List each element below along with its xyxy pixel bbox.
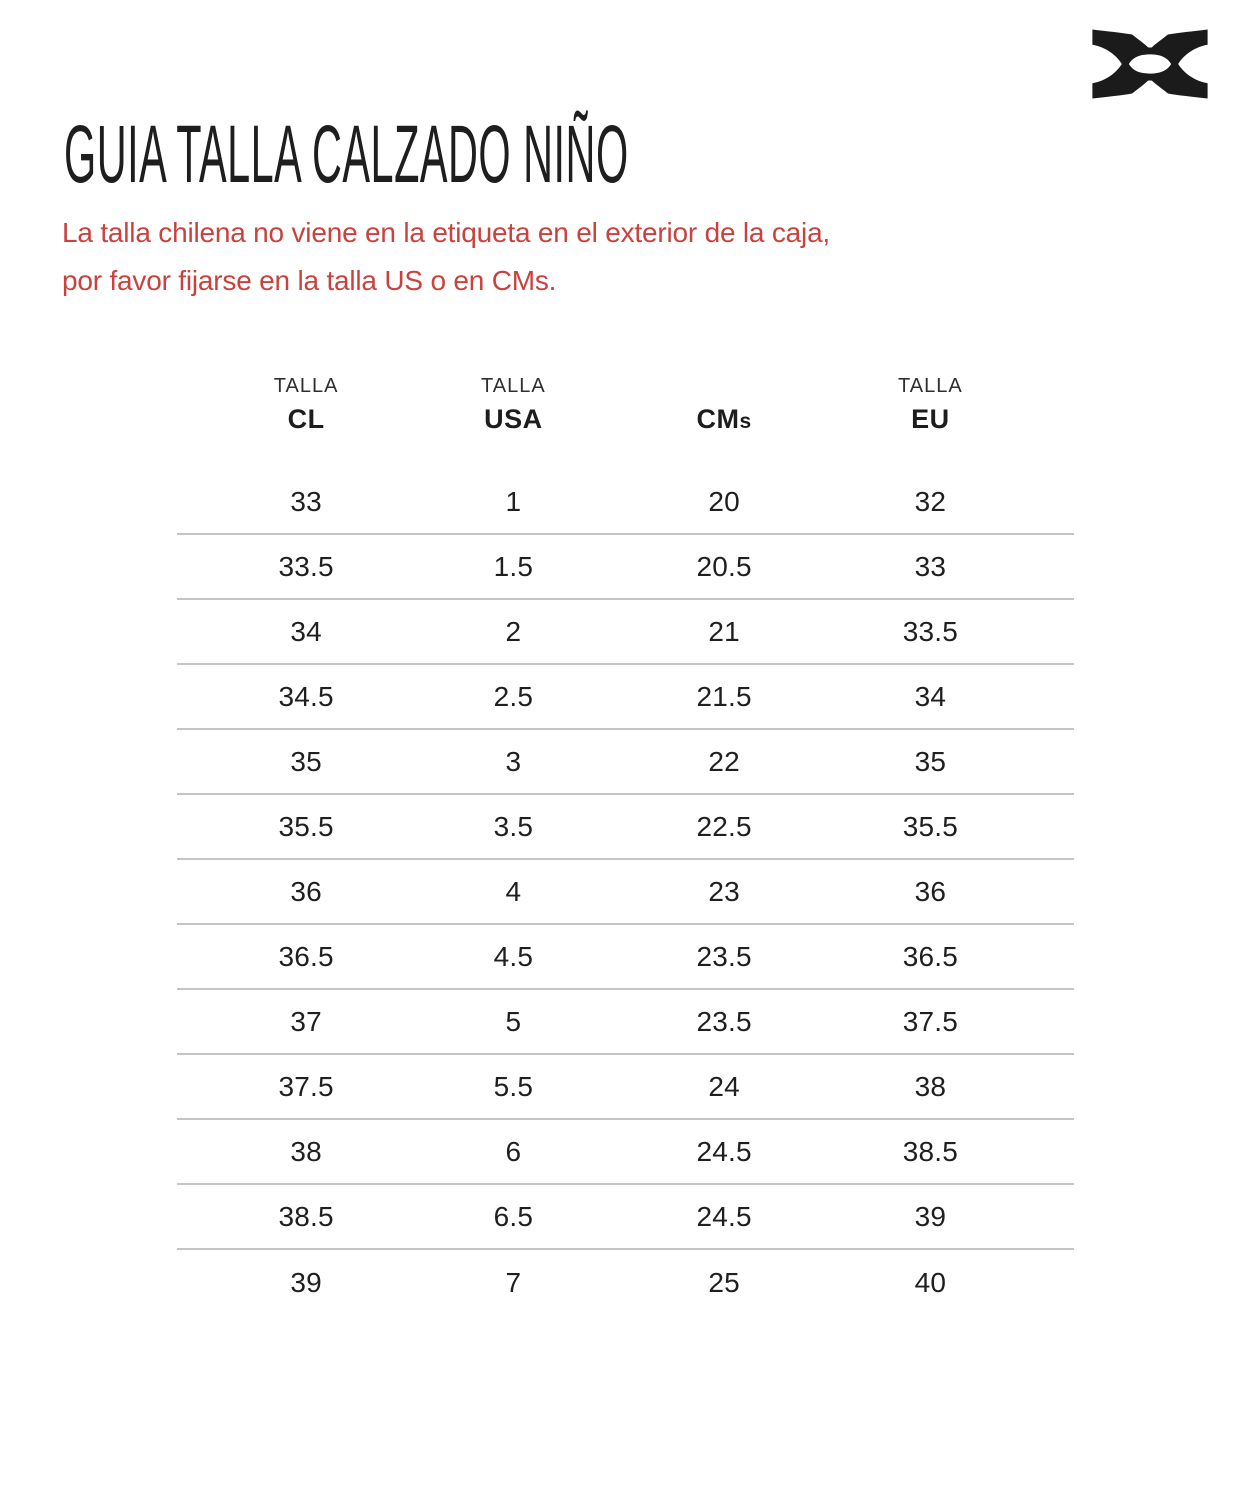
- cell-talla-eu: 38: [914, 1070, 947, 1102]
- cell-talla-usa: 4: [505, 875, 522, 907]
- cell-talla-cl: 38.5: [278, 1200, 334, 1232]
- cell-cms: 24.5: [696, 1135, 752, 1167]
- cell-talla-usa: 2.5: [493, 680, 534, 712]
- cell-talla-usa: 5.5: [493, 1070, 534, 1102]
- notice-line-2: por favor fijarse en la talla US o en CMs.: [62, 265, 557, 296]
- cell-talla-eu: 38.5: [902, 1135, 959, 1167]
- cell-cms: 22: [708, 745, 740, 777]
- cell-cms: 21.5: [696, 680, 752, 712]
- under-armour-logo: [1086, 24, 1214, 104]
- cell-talla-usa: 5: [505, 1005, 522, 1037]
- cell-talla-usa: 6: [505, 1135, 522, 1167]
- cell-talla-cl: 33: [290, 485, 322, 517]
- cell-cms: 25: [708, 1266, 740, 1298]
- cell-cms: 24: [708, 1070, 740, 1102]
- cell-talla-cl: 35: [290, 745, 322, 777]
- cell-talla-usa: 1.5: [493, 550, 534, 582]
- column-header-cms-top: [617, 370, 832, 402]
- column-header-eu-top: TALLA: [898, 375, 963, 397]
- table-row: [177, 1120, 1074, 1185]
- cell-talla-cl: 34.5: [278, 680, 334, 712]
- cell-talla-eu: 40: [914, 1266, 947, 1298]
- size-table-header: [177, 370, 1074, 439]
- size-table-body: [177, 470, 1074, 1315]
- table-row: [177, 535, 1074, 600]
- cell-cms: 24.5: [696, 1200, 752, 1232]
- cell-talla-cl: 33.5: [278, 550, 334, 582]
- cell-cms: 23: [708, 875, 740, 907]
- column-header-cl: [177, 370, 410, 439]
- column-header-usa-main: USA: [484, 404, 543, 434]
- column-header-cms: [617, 370, 832, 439]
- cell-cms: 23.5: [696, 1005, 752, 1037]
- cell-talla-cl: 35.5: [278, 810, 334, 842]
- cell-talla-eu: 36: [914, 875, 947, 907]
- cell-cms: 23.5: [696, 940, 752, 972]
- cell-cms: 21: [708, 615, 740, 647]
- table-row: [177, 730, 1074, 795]
- table-row: [177, 470, 1074, 535]
- cell-talla-eu: 32: [914, 485, 947, 517]
- table-row: [177, 1250, 1074, 1315]
- cell-talla-usa: 4.5: [493, 940, 534, 972]
- cell-talla-eu: 39: [914, 1200, 947, 1232]
- column-header-eu: [832, 370, 1074, 439]
- cell-talla-usa: 3.5: [493, 810, 534, 842]
- under-armour-logo-icon: [1086, 24, 1214, 104]
- cell-cms: 20: [708, 485, 740, 517]
- page-title-text: GUIA TALLA CALZADO NIÑO: [64, 109, 629, 200]
- cell-talla-eu: 35: [914, 745, 947, 777]
- column-header-eu-main: EU: [911, 404, 950, 434]
- cell-talla-eu: 36.5: [902, 940, 959, 972]
- cell-talla-usa: 3: [505, 745, 522, 777]
- cell-talla-cl: 34: [290, 615, 322, 647]
- cell-talla-usa: 1: [505, 485, 522, 517]
- column-header-usa-top: TALLA: [481, 375, 546, 397]
- cell-talla-eu: 33.5: [902, 615, 959, 647]
- table-row: [177, 990, 1074, 1055]
- cell-talla-cl: 37: [290, 1005, 322, 1037]
- cell-talla-eu: 33: [914, 550, 947, 582]
- table-row: [177, 860, 1074, 925]
- cell-talla-cl: 36.5: [278, 940, 334, 972]
- column-header-cl-main: CL: [287, 404, 325, 434]
- column-header-usa: [410, 370, 616, 439]
- column-header-cl-top: TALLA: [273, 375, 339, 397]
- cell-talla-eu: 37.5: [902, 1005, 959, 1037]
- cell-talla-cl: 38: [290, 1135, 322, 1167]
- table-row: [177, 795, 1074, 860]
- cell-talla-usa: 2: [505, 615, 522, 647]
- notice-line-1: La talla chilena no viene en la etiqueta en el exterior de la caja,: [62, 217, 831, 248]
- cell-cms: 20.5: [696, 550, 752, 582]
- cell-talla-usa: 7: [505, 1266, 522, 1298]
- cell-talla-cl: 37.5: [278, 1070, 334, 1102]
- column-header-cms-main: CMs: [696, 404, 752, 434]
- cell-talla-cl: 36: [290, 875, 322, 907]
- page-title: [64, 109, 1182, 200]
- cell-talla-eu: 35.5: [902, 810, 959, 842]
- table-row: [177, 600, 1074, 665]
- cell-cms: 22.5: [696, 810, 752, 842]
- cell-talla-eu: 34: [914, 680, 947, 712]
- table-row: [177, 1185, 1074, 1250]
- cell-talla-cl: 39: [290, 1266, 322, 1298]
- cell-talla-usa: 6.5: [493, 1200, 534, 1232]
- table-row: [177, 665, 1074, 730]
- table-row: [177, 1055, 1074, 1120]
- table-row: [177, 925, 1074, 990]
- notice-text: [62, 209, 830, 305]
